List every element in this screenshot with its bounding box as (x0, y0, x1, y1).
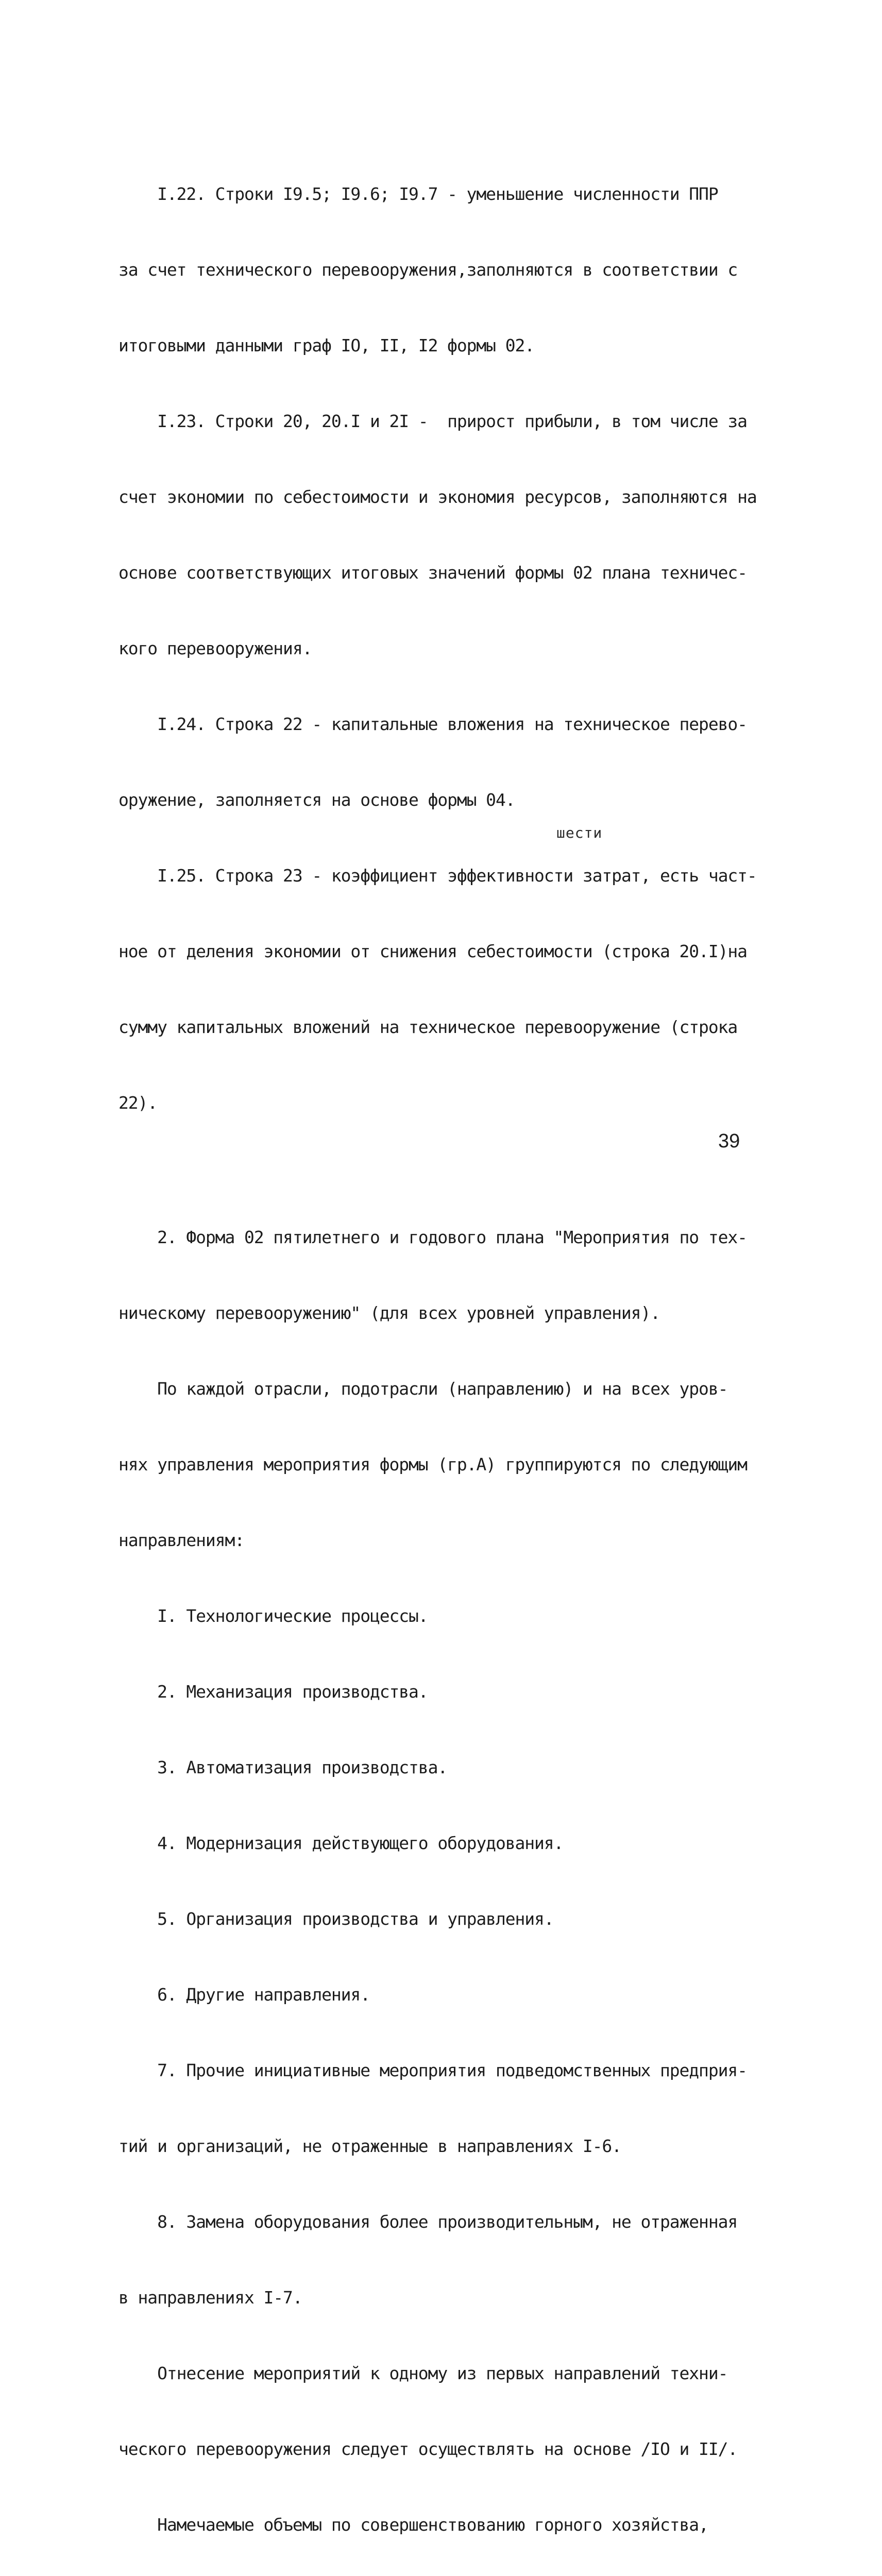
text-line: Отнесение мероприятий к одному из первых направлений техни- (118, 2363, 728, 2383)
body-text (118, 131, 804, 2576)
text-line: направлениям: (118, 1530, 244, 1550)
text-line: оружение, заполняется на основе формы 04. (118, 790, 515, 810)
handwritten-insertion-note: шести (556, 824, 603, 841)
text-line: ческого перевооружения следует осуществлять на основе /IO и II/. (118, 2439, 738, 2459)
page-number: 39 (718, 1130, 740, 1152)
text-line: По каждой отрасли, подотрасли (направлению) и на всех уров- (118, 1379, 728, 1399)
text-line: нях управления мероприятия формы (гр.А) группируются по следующим (118, 1454, 747, 1475)
text-line: 2. Форма 02 пятилетнего и годового плана "Мероприятия по тех- (118, 1227, 747, 1247)
paragraph-gap (118, 1166, 804, 1174)
text-line: I.25. Строка 23 - коэффициент эффективности затрат, есть част- (118, 866, 757, 886)
text-line: I.22. Строки I9.5; I9.6; I9.7 - уменьшение численности ППР (118, 184, 718, 204)
text-line: счет экономии по себестоимости и экономия ресурсов, заполняются на (118, 487, 757, 507)
list-item: 8. Замена оборудования более производительным, не отраженная (118, 2212, 738, 2232)
list-item: 5. Организация производства и управления. (118, 1909, 554, 1929)
list-item: 2. Механизация производства. (118, 1682, 428, 1702)
text-line: 22). (118, 1093, 158, 1113)
text-line: сумму капитальных вложений на техническое перевооружение (строка (118, 1017, 738, 1037)
text-line: ническому перевооружению" (для всех уровней управления). (118, 1303, 660, 1323)
text-line: тий и организаций, не отраженные в направлениях I-6. (118, 2136, 621, 2156)
text-line: в направлениях I-7. (118, 2287, 302, 2308)
text-line: I.24. Строка 22 - капитальные вложения на техническое перево- (118, 714, 747, 734)
text-line: ное от деления экономии от снижения себестоимости (строка 20.I)на (118, 941, 747, 961)
list-item: I. Технологические процессы. (118, 1606, 428, 1626)
text-line: I.23. Строки 20, 20.I и 2I - прирост прибыли, в том числе за (118, 411, 747, 431)
list-item: 3. Автоматизация производства. (118, 1757, 448, 1777)
text-line: за счет технического перевооружения,заполняются в соответствии с (118, 260, 738, 280)
text-line: Намечаемые объемы по совершенствованию горного хозяйства, (118, 2515, 708, 2535)
text-line: основе соответствующих итоговых значений формы 02 плана техничес- (118, 563, 747, 583)
list-item: 4. Модернизация действующего оборудования. (118, 1833, 564, 1853)
text-line: кого перевооружения. (118, 638, 312, 658)
list-item: 6. Другие направления. (118, 1985, 370, 2005)
list-item: 7. Прочие инициативные мероприятия подведомственных предприя- (118, 2060, 747, 2080)
text-line: итоговыми данными граф IO, II, I2 формы 02. (118, 335, 535, 355)
